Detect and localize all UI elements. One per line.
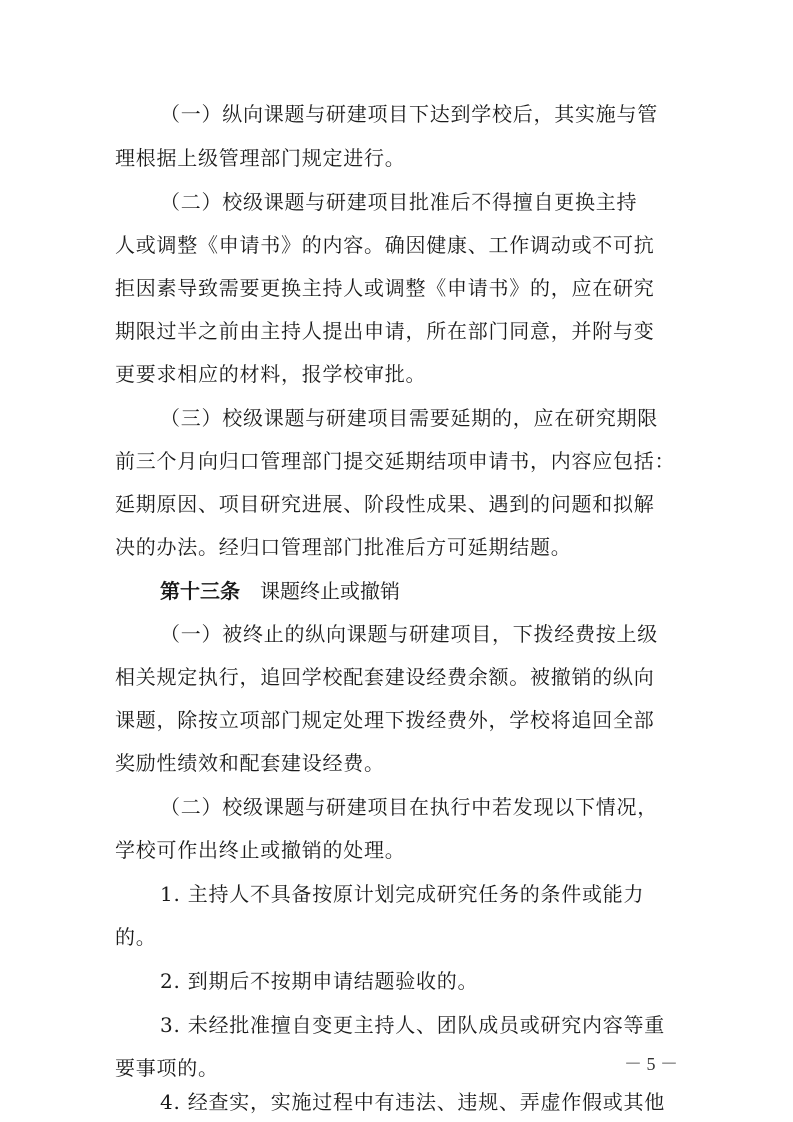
- list-item-line: 3. 未经批准擅自变更主持人、团队成员或研究内容等重: [160, 1013, 665, 1037]
- paragraph-line: 拒因素导致需要更换主持人或调整《申请书》的，应在研究: [115, 276, 655, 300]
- paragraph-line: 更要求相应的材料，报学校审批。: [115, 362, 427, 386]
- paragraph-line: 期限过半之前由主持人提出申请，所在部门同意，并附与变: [115, 319, 655, 343]
- paragraph-line: 课题，除按立项部门规定处理下拨经费外，学校将追回全部: [115, 708, 655, 732]
- list-item-line: 要事项的。: [115, 1056, 219, 1080]
- paragraph-line: 决的办法。经归口管理部门批准后方可延期结题。: [115, 535, 572, 559]
- paragraph-line: 人或调整《申请书》的内容。确因健康、工作调动或不可抗: [115, 233, 655, 257]
- list-item-line: 的。: [115, 925, 157, 949]
- paragraph-line: （二）校级课题与研建项目批准后不得擅自更换主持: [160, 190, 638, 214]
- paragraph-line: （二）校级课题与研建项目在执行中若发现以下情况，: [160, 795, 658, 819]
- paragraph-line: 奖励性绩效和配套建设经费。: [115, 751, 385, 775]
- article-title: 课题终止或撤销: [260, 579, 400, 603]
- paragraph-line: 相关规定执行，追回学校配套建设经费余额。被撤销的纵向: [115, 665, 655, 689]
- list-item-line: 1. 主持人不具备按原计划完成研究任务的条件或能力: [160, 882, 645, 906]
- paragraph-line: 理根据上级管理部门规定进行。: [115, 146, 406, 170]
- list-item-line: 2. 到期后不按期申请结题验收的。: [160, 969, 479, 993]
- paragraph-line: 延期原因、项目研究进展、阶段性成果、遇到的问题和拟解: [115, 492, 655, 516]
- paragraph-line: 前三个月向归口管理部门提交延期结项申请书，内容应包括：: [115, 449, 676, 473]
- article-heading: [160, 579, 400, 603]
- paragraph-line: （一）纵向课题与研建项目下达到学校后，其实施与管: [160, 102, 658, 126]
- paragraph-line: 学校可作出终止或撤销的处理。: [115, 838, 406, 862]
- paragraph-line: （三）校级课题与研建项目需要延期的，应在研究期限: [160, 406, 658, 430]
- page-number: － 5 －: [624, 1054, 678, 1074]
- paragraph-line: （一）被终止的纵向课题与研建项目，下拨经费按上级: [160, 622, 658, 646]
- article-number: 第十三条: [160, 579, 240, 603]
- list-item-line: 4. 经查实，实施过程中有违法、违规、弄虚作假或其他: [160, 1090, 665, 1114]
